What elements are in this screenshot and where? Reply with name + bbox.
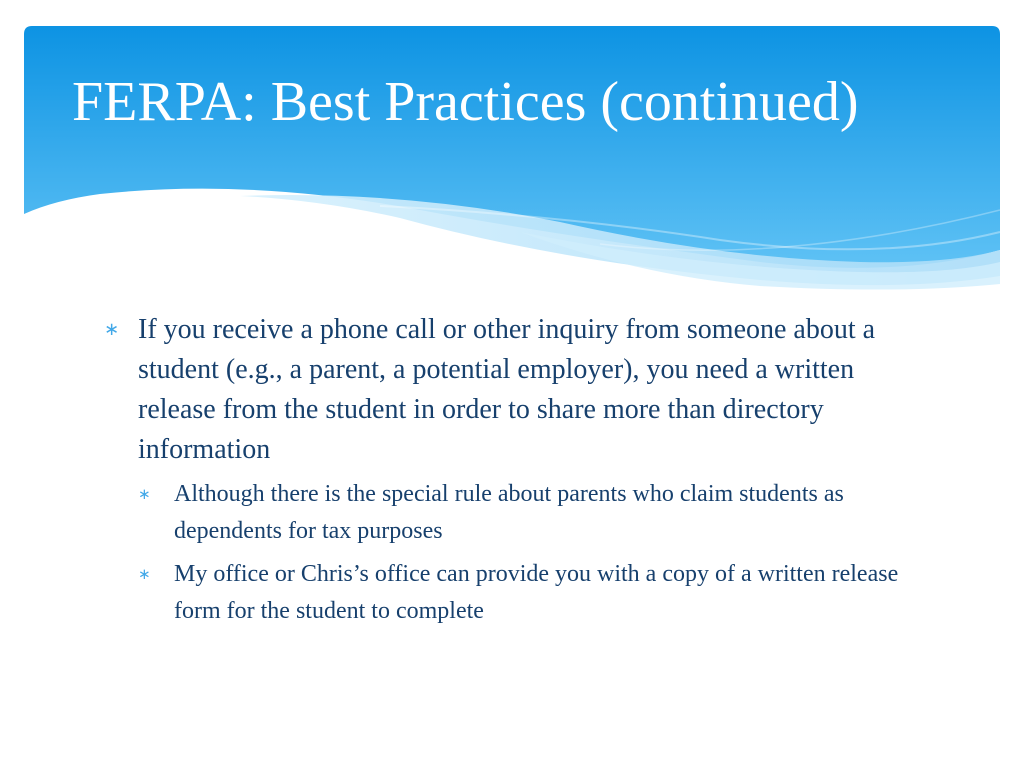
asterisk-icon: ∗ <box>138 485 151 503</box>
slide-header <box>0 0 1024 300</box>
asterisk-icon: ∗ <box>104 319 120 340</box>
sub-bullet-list <box>138 476 924 630</box>
bullet-text: If you receive a phone call or other inquiry from someone about a student (e.g., a parent, a potential employer), you need a written release from the student in order to share more than directory information <box>138 314 876 465</box>
bullet-list <box>104 310 924 630</box>
header-wave-background <box>0 0 1024 300</box>
slide-title: FERPA: Best Practices (continued) <box>72 71 859 133</box>
list-item <box>104 310 924 630</box>
sub-bullet-text: My office or Chris’s office can provide you with a copy of a written release form for the student to complete <box>174 561 899 624</box>
asterisk-icon: ∗ <box>138 565 151 583</box>
list-item <box>138 556 924 630</box>
list-item <box>138 476 924 550</box>
sub-bullet-text: Although there is the special rule about parents who claim students as dependents for tax purposes <box>174 481 844 544</box>
slide-body <box>104 310 924 630</box>
